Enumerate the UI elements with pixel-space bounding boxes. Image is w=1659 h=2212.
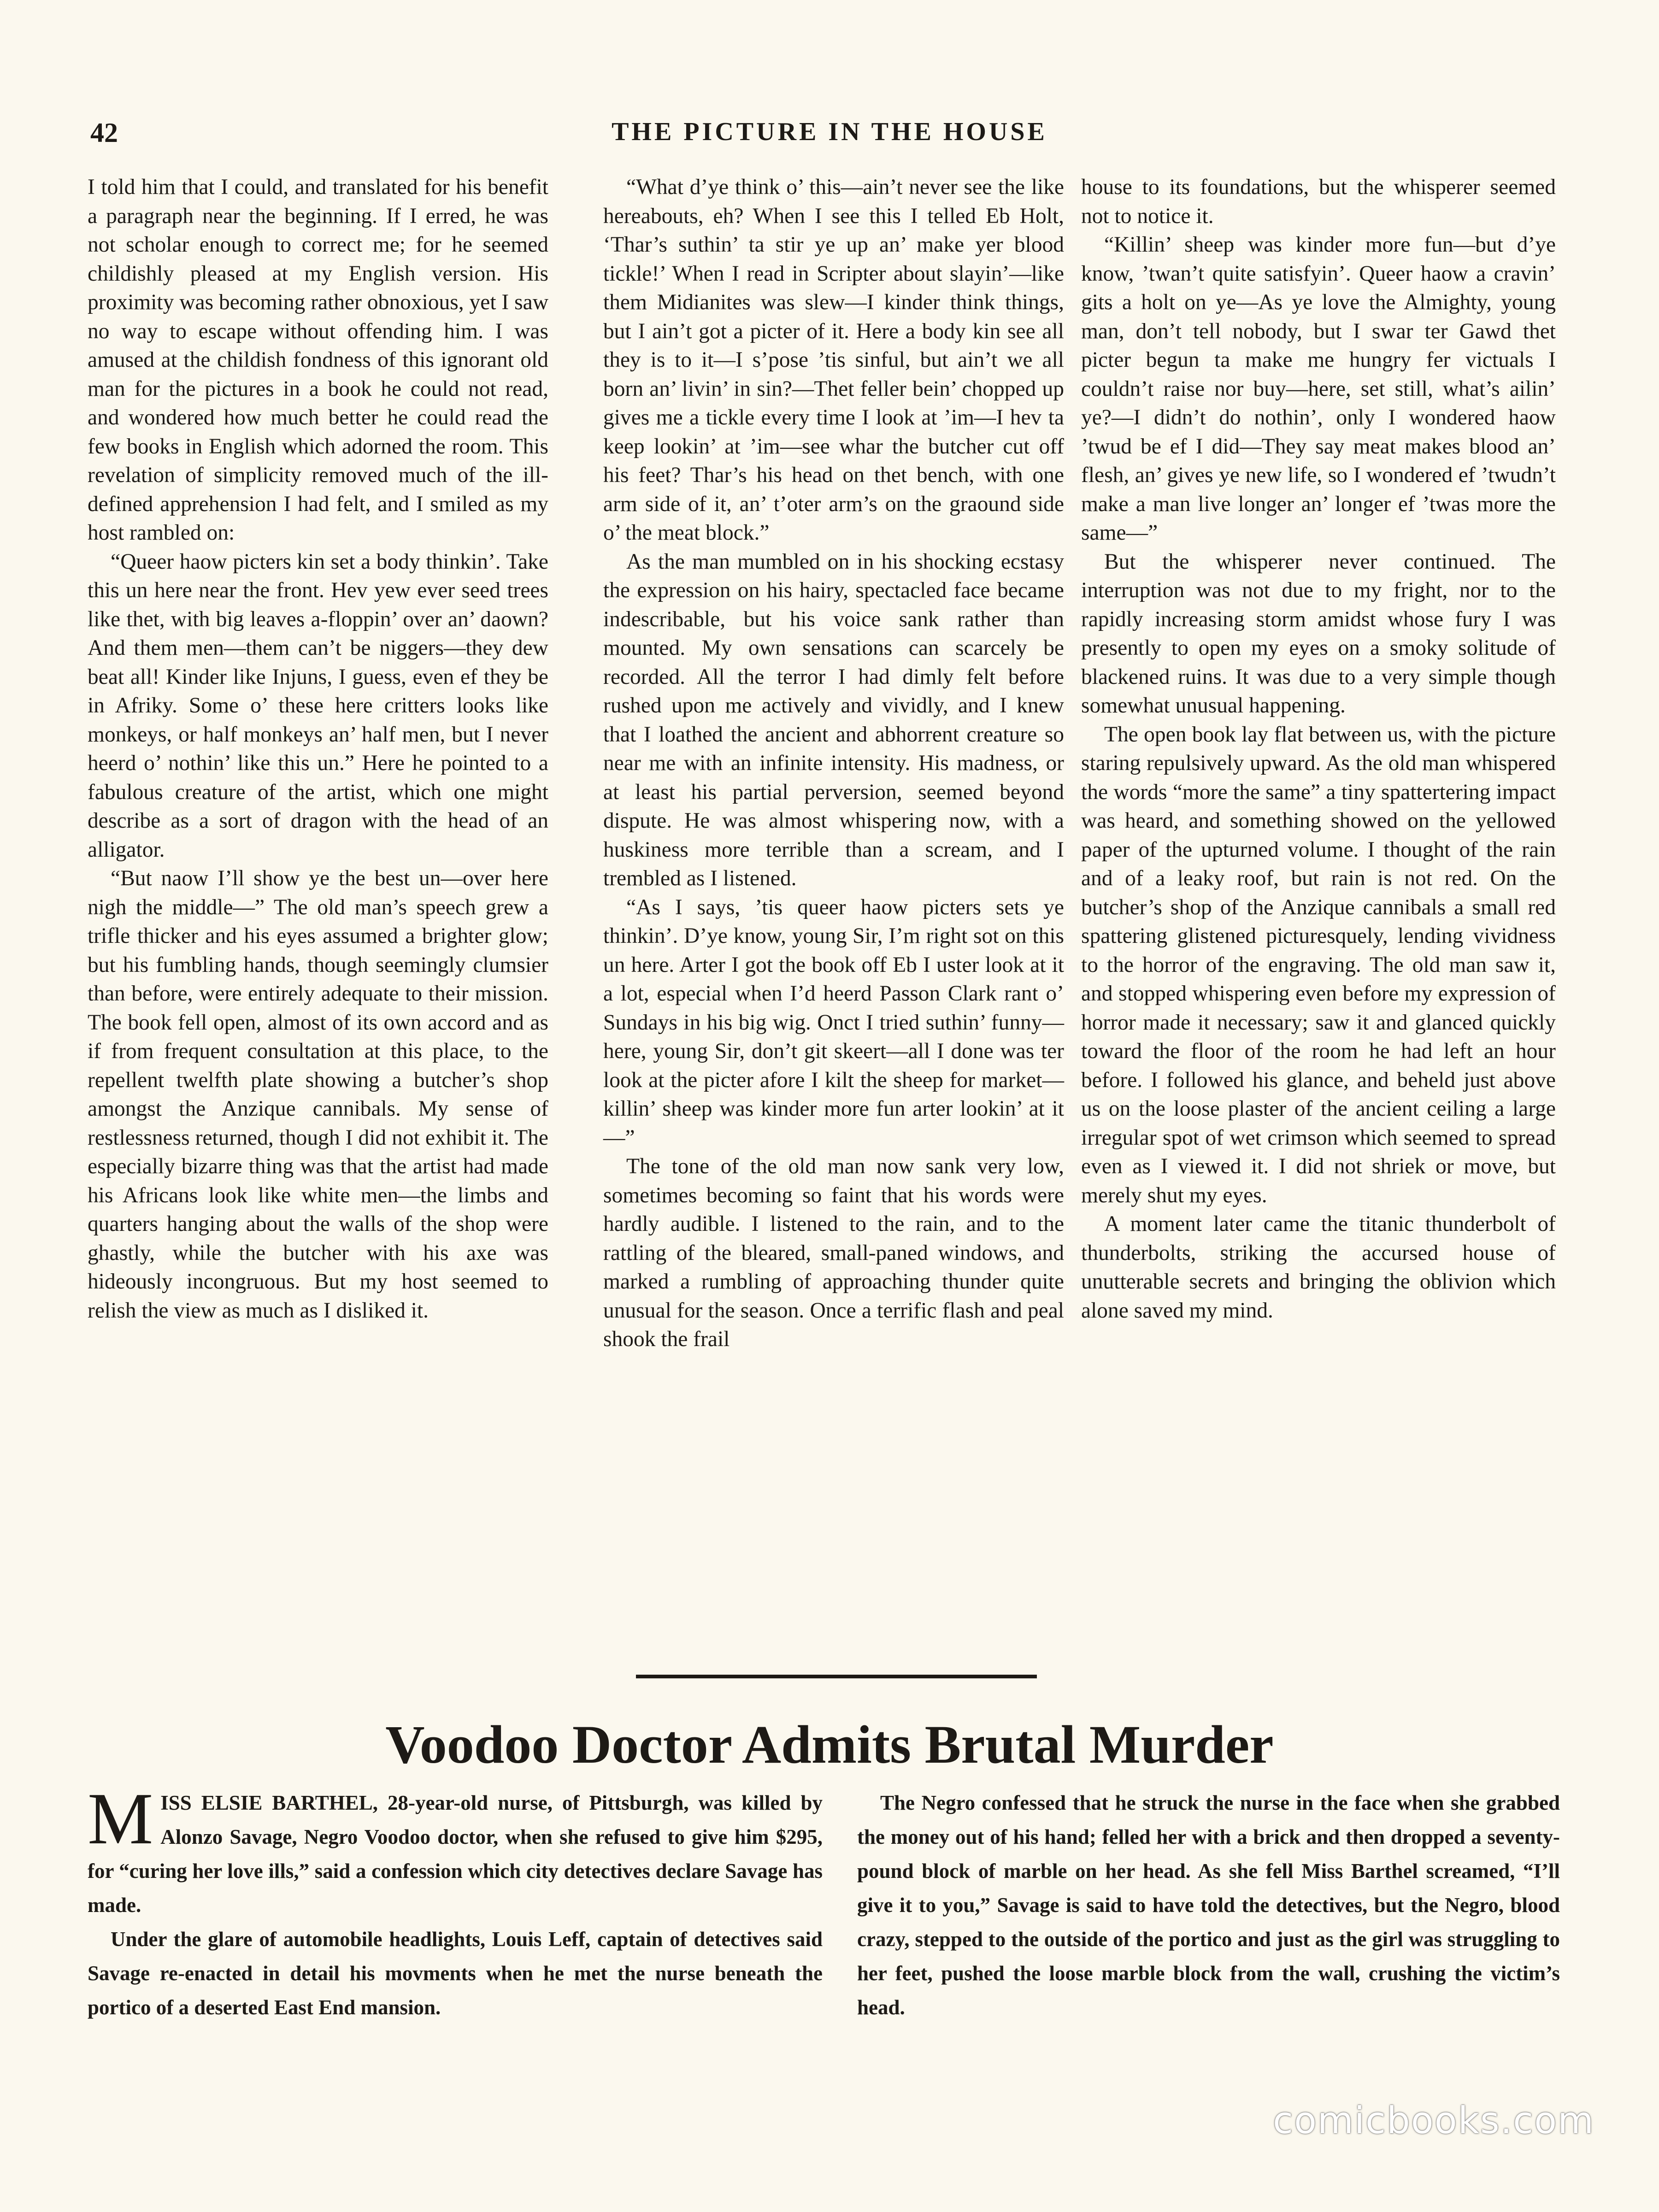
paragraph: “Queer haow picters kin set a body thinkin’. Take this un here near the front. Hev yew ever seed trees like thet, with big leaves a-floppin’ over an’ daown? And them men—them can’t be niggers—they dew beat all! Kinder like Injuns, I guess, even ef they be in Afriky. Some o’ these here critters looks like monkeys, or half monkeys an’ half men, but I never heerd o’ nothin’ like this un.” Here he pointed to a fabulous creature of the artist, which one might describe as a sort of dragon with the head of an alligator.: [88, 549, 548, 862]
paragraph: “As I says, ’tis queer haow picters sets ye thinkin’. D’ye know, young Sir, I’m right sot on this un here. Arter I got the book off Eb I uster look at it a lot, especial when I’d heerd Passon Clark rant o’ Sundays in his big wig. Onct I tried suthin’ funny—here, young Sir, don’t git skeert—all I done was ter look at the picter afore I kilt the sheep for market—killin’ sheep was kinder more fun arter lookin’ at it—”: [603, 895, 1064, 1150]
drop-cap: M: [88, 1777, 153, 1859]
paragraph: Under the glare of automobile headlights, Louis Leff, captain of detectives said Savage re-enacted in detail his movments when he met the nurse beneath the portico of a deserted East End mansion.: [88, 1928, 823, 2019]
page-number: 42: [90, 118, 118, 148]
story-column-3: [1081, 173, 1556, 1325]
article-column-right: [857, 1786, 1560, 2024]
paragraph: “Killin’ sheep was kinder more fun—but d’ye know, ’twan’t quite satisfyin’. Queer haow a cravin’ gits a holt on ye—As ye love the Almighty, young man, don’t tell nobody, but I swar ter Gawd thet picter begun ta make me hungry fer victuals I couldn’t raise nor buy—here, set still, what’s ailin’ ye?—I didn’t do nothin’, only I wondered haow ’twud be ef I did—They say meat makes blood an’ flesh, an’ gives ye new life, so I wondered ef ’twudn’t make a man live longer an’ longer ef ’twas more the same—”: [1081, 233, 1556, 545]
paragraph: But the whisperer never continued. The interruption was not due to my fright, nor to the rapidly increasing storm amidst whose fury I was presently to open my eyes on a smoky solitude of blackened ruins. It was due to a very simple though somewhat unusual happening.: [1081, 549, 1556, 718]
paragraph: As the man mumbled on in his shocking ecstasy the expression on his hairy, spectacled face became indescribable, but his voice sank rather than mounted. My own sensations can scarcely be recorded. All the terror I had dimly felt before rushed upon me actively and vividly, and I knew that I loathed the ancient and abhorrent creature so near me with an infinite intensity. His madness, or at least his partial perversion, seemed beyond dispute. He was almost whispering now, with a huskiness more terrible than a scream, and I trembled as I listened.: [603, 549, 1064, 890]
paragraph: “But naow I’ll show ye the best un—over here nigh the middle—” The old man’s speech grew a trifle thicker and his eyes assumed a brighter glow; but his fumbling hands, though seemingly clumsier than before, were entirely adequate to their mission. The book fell open, almost of its own accord and as if from frequent consultation at this place, to the repellent twelfth plate showing a butcher’s shop amongst the Anzique cannibals. My sense of restlessness returned, though I did not exhibit it. The especially bizarre thing was that the artist had made his Africans look like white men—the limbs and quarters hanging about the walls of the shop were ghastly, while the butcher with his axe was hideously incongruous. But my host seemed to relish the view as much as I disliked it.: [88, 866, 548, 1323]
story-column-2: [603, 173, 1064, 1354]
paragraph: The tone of the old man now sank very low, sometimes becoming so faint that his words were hardly audible. I listened to the rain, and to the rattling of the bleared, small-paned windows, and marked a rumbling of approaching thunder quite unusual for the season. Once a terrific flash and peal shook the frail: [603, 1154, 1064, 1351]
article-column-left: [88, 1777, 823, 2024]
running-title: THE PICTURE IN THE HOUSE: [612, 118, 1047, 146]
paragraph: The Negro confessed that he struck the nurse in the face when she grabbed the money out of his hand; felled her with a brick and then dropped a seventy-pound block of marble on her head. As she fell Miss Barthel screamed, “I’ll give it to you,” Savage is said to have told the detectives, but the Negro, blood crazy, stepped to the outside of the portico and just as the girl was struggling to her feet, pushed the loose marble block from the wall, crushing the victim’s head.: [857, 1791, 1560, 2019]
paragraph: “What d’ye think o’ this—ain’t never see the like hereabouts, eh? When I see this I telled Eb Holt, ‘Thar’s suthin’ ta stir ye up an’ make yer blood tickle!’ When I read in Scripter about slayin’—like them Midianites was slew—I kinder think things, but I ain’t got a picter of it. Here a body kin see all they is to it—I s’pose ’tis sinful, but ain’t we all born an’ livin’ in sin?—Thet feller bein’ chopped up gives me a tickle every time I look at ’im—I hev ta keep lookin’ at ’im—see whar the butcher cut off his feet? Thar’s his head on thet bench, with one arm side of it, an’ t’oter arm’s on the graound side o’ the meat block.”: [603, 175, 1064, 545]
paragraph: A moment later came the titanic thunderbolt of thunderbolts, striking the accursed house of unutterable secrets and bringing the oblivion which alone saved my mind.: [1081, 1212, 1556, 1323]
paragraph: ISS ELSIE BARTHEL, 28-year-old nurse, of Pittsburgh, was killed by Alonzo Savage, Negro Voodoo doctor, when she refused to give him $295, for “curing her love ills,” said a confession which city detectives declare Savage has made.: [88, 1791, 823, 1917]
story-column-1: [88, 173, 548, 1325]
paragraph: The open book lay flat between us, with the picture staring repulsively upward. As the old man whispered the words “more the same” a tiny spattertering impact was heard, and something showed on the yellowed paper of the upturned volume. I thought of the rain and of a leaky roof, but rain is not red. On the butcher’s shop of the Anzique cannibals a small red spattering glistened picturesquely, lending vividness to the horror of the engraving. The old man saw it, and stopped whispering even before my expression of horror made it necessary; saw it and glanced quickly toward the floor of the room he had left an hour before. I followed his glance, and beheld just above us on the loose plaster of the ancient ceiling a large irregular spot of wet crimson which seemed to spread even as I viewed it. I did not shriek or move, but merely shut my eyes.: [1081, 722, 1556, 1207]
paragraph: house to its foundations, but the whisperer seemed not to notice it.: [1081, 175, 1556, 228]
paragraph: I told him that I could, and translated for his benefit a paragraph near the beginning. If I erred, he was not scholar enough to correct me; for he seemed childishly pleased at my English version. His proximity was becoming rather obnoxious, yet I saw no way to escape without offending him. I was amused at the childish fondness of this ignorant old man for the pictures in a book he could not read, and wondered how much better he could read the few books in English which adorned the room. This revelation of simplicity removed much of the ill-defined apprehension I had felt, and I smiled as my host rambled on:: [88, 175, 548, 545]
article-headline: Voodoo Doctor Admits Brutal Murder: [385, 1714, 1274, 1775]
site-watermark: comicbooks.com: [1272, 2099, 1594, 2142]
section-divider: [636, 1675, 1037, 1678]
